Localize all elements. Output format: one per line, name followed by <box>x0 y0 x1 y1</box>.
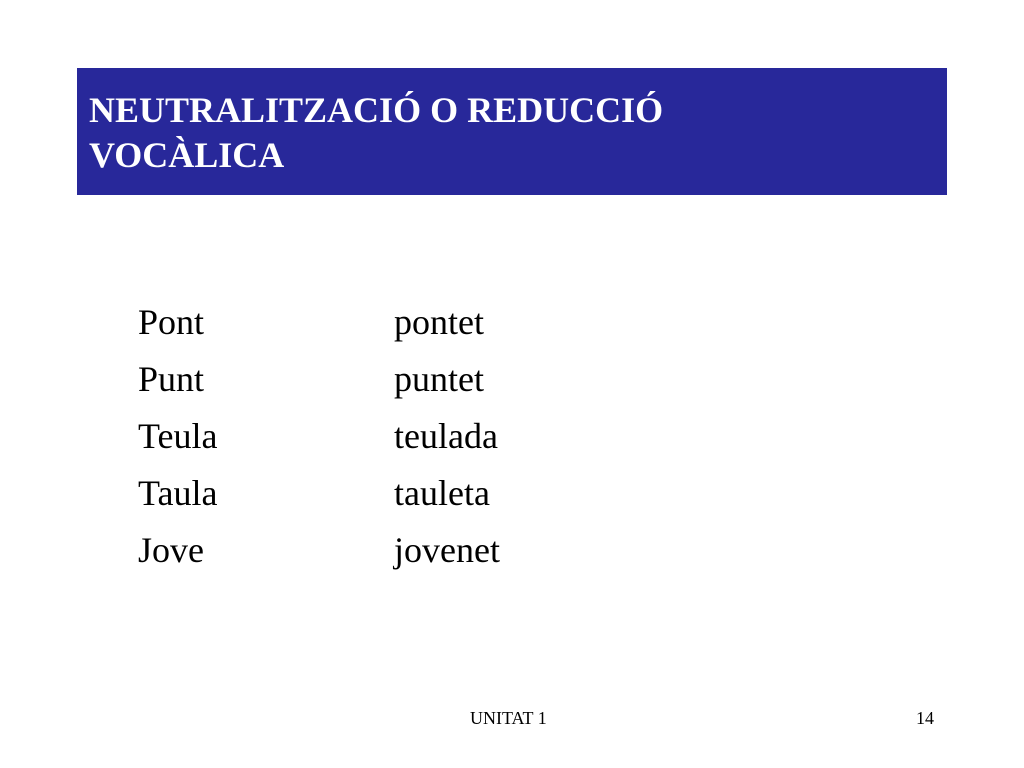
word-pair-row <box>138 408 500 465</box>
base-word: Teula <box>138 416 218 456</box>
slide-title-line-1: NEUTRALITZACIÓ O REDUCCIÓ <box>89 90 664 130</box>
title-banner <box>77 68 947 195</box>
word-pair-row <box>138 351 500 408</box>
footer-unit-label: UNITAT 1 <box>470 708 547 728</box>
derived-word: jovenet <box>394 530 500 570</box>
derived-word: puntet <box>394 359 484 399</box>
word-pairs-table <box>138 294 500 579</box>
word-pair-row <box>138 294 500 351</box>
base-word: Punt <box>138 359 205 399</box>
base-word: Jove <box>138 530 204 570</box>
word-pair-row <box>138 465 500 522</box>
base-word: Taula <box>138 473 218 513</box>
word-pair-row <box>138 522 500 579</box>
derived-word: tauleta <box>394 473 490 513</box>
footer-page-number: 14 <box>916 708 934 728</box>
slide-title-line-2: VOCÀLICA <box>89 135 285 175</box>
derived-word: pontet <box>394 302 484 342</box>
derived-word: teulada <box>394 416 498 456</box>
base-word: Pont <box>138 302 205 342</box>
